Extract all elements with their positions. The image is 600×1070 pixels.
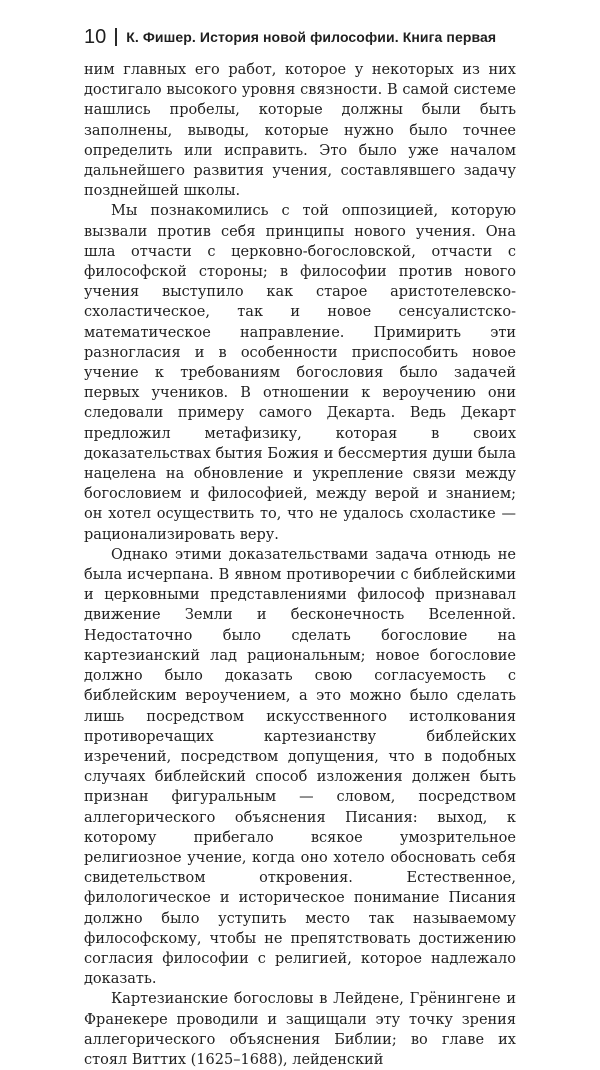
paragraph-continued: ним главных его работ, которое у некоторых из них достигало высокого уровня связности. В самой системе нашлись пробелы, которые должны были быть заполнены, выводы, которые нужно было точнее определить или исправить. Это было уже началом дальнейшего развития учения, составлявшего задачу позднейшей школы. [84,62,516,200]
paragraph: Однако этими доказательствами задача отнюдь не была исчерпана. В явном противоречии с библейскими и церковными представлениями философ признавал движение Земли и бесконечность Вселенной. Недостаточно было сделать богословие на картезианский лад рациональным; новое богословие должно было доказать свою согласуемость с библейским вероучением, а это можно было сделать лишь посредством искусственного истолкования противоречащих картезианству библейских изречений, посредством допущения, что в подобных случаях библейский способ изложения должен быть признан фигуральным — словом, посредством аллегорического объяснения Писания: выход, к которому прибегало всякое умозрительное религиозное учение, когда оно хотело обосновать себя свидетельством откровения. Естественное, филологическое и историческое понимание Писания должно было уступить место так называемому философскому, чтобы не препятствовать достижению согласия философии с религией, которое надлежало доказать. [84,546,516,988]
header-separator [115,28,117,46]
running-title: К. Фишер. История новой философии. Книга первая [126,29,497,45]
page-header [84,24,516,50]
paragraph: Мы познакомились с той оппозицией, которую вызвали против себя принципы нового учения. Она шла отчасти с церковно-богословской, отчасти с философской стороны; в философии против нового учения выступило как старое аристотелевско-схоластическое, так и новое сенсуалистско-математическое направление. Примирить эти разногласия и в особенности приспособить новое учение к требованиям богословия было задачей первых учеников. В отношении к вероучению они следовали примеру самого Декарта. Ведь Декарт предложил метафизику, которая в своих доказательствах бытия Божия и бессмертия души была нацелена на обновление и укрепление связи между богословием и философией, между верой и знанием; он хотел осуществить то, что не удалось схоластике — рационализировать веру. [84,203,516,543]
page-number: 10 [84,25,107,48]
book-page [84,24,516,1070]
paragraph: Картезианские богословы в Лейдене, Грёнингене и Франекере проводили и защищали эту точку зрения аллегорического объяснения Библии; во главе их стоял Виттих (1625–1688), лейденский [84,991,516,1068]
page-body [84,60,516,1070]
